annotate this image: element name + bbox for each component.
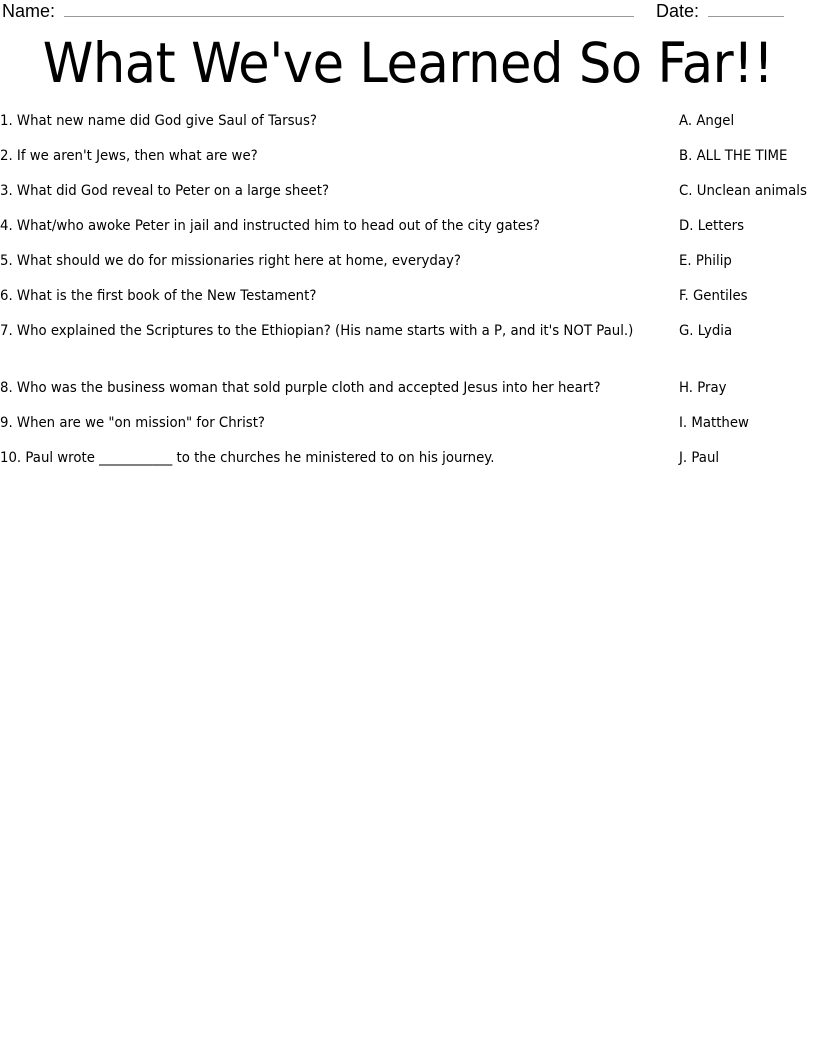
answer-option: G. Lydia [679,323,733,339]
date-field [656,0,784,22]
question: 4. What/who awoke Peter in jail and instructed him to head out of the city gates? [0,218,540,234]
name-field [2,0,634,22]
question: 9. When are we "on mission" for Christ? [0,415,265,431]
answer-option: B. ALL THE TIME [679,148,788,164]
answer-option: F. Gentiles [679,288,748,304]
question: 2. If we aren't Jews, then what are we? [0,148,258,164]
date-blank[interactable] [708,0,784,17]
answer-option: A. Angel [679,113,735,129]
answer-option: H. Pray [679,380,727,396]
name-label: Name: [2,1,56,21]
answer-option: I. Matthew [679,415,749,431]
question: 8. Who was the business woman that sold purple cloth and accepted Jesus into her heart? [0,380,601,396]
date-label: Date: [656,1,700,21]
question: 1. What new name did God give Saul of Tarsus? [0,113,317,129]
answer-option: D. Letters [679,218,745,234]
page-title: What We've Learned So Far!! [42,31,774,95]
question: 3. What did God reveal to Peter on a large sheet? [0,183,330,199]
question: 10. Paul wrote ___________ to the churches he ministered to on his journey. [0,450,495,466]
question: 6. What is the first book of the New Testament? [0,288,317,304]
answer-option: E. Philip [679,253,732,269]
question: 5. What should we do for missionaries right here at home, everyday? [0,253,461,269]
answer-option: J. Paul [679,450,720,466]
question: 7. Who explained the Scriptures to the Ethiopian? (His name starts with a P, and it's NOT Paul.) [0,323,634,339]
name-blank[interactable] [64,0,634,17]
answer-option: C. Unclean animals [679,183,807,199]
